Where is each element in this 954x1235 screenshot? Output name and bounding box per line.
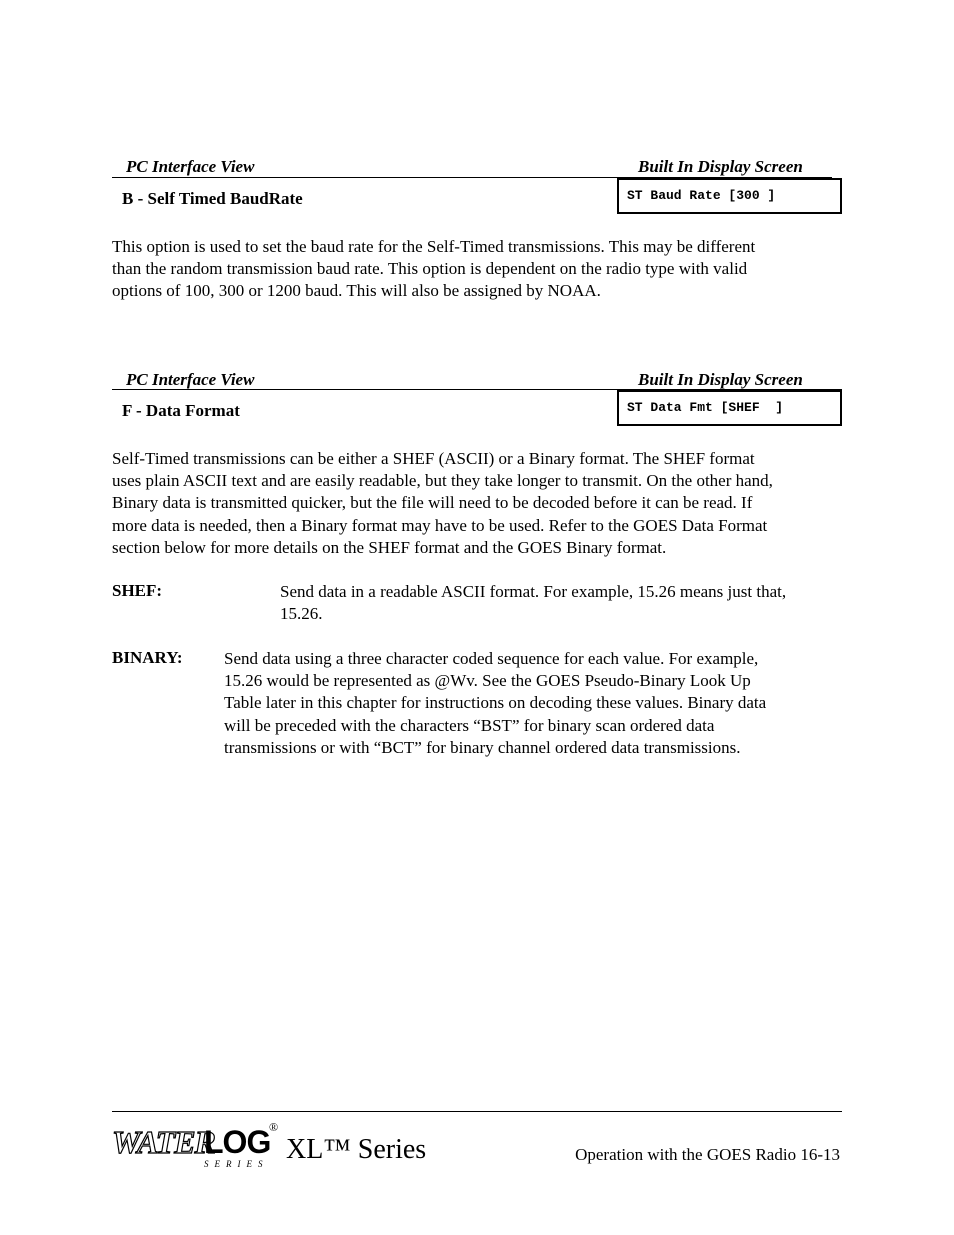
text-line: 15.26 would be represented as @Wv. See the GOES Pseudo-Binary Look Up [224,671,751,691]
display-screen-header-2: Built In Display Screen [638,370,803,389]
baudrate-description [112,236,852,303]
page-info: Operation with the GOES Radio 16-13 [575,1145,840,1164]
option-label-baudrate: B - Self Timed BaudRate [122,189,303,208]
text-line: section below for more details on the SHEF format and the GOES Binary format. [112,537,667,557]
text-line: Self-Timed transmissions can be either a SHEF (ASCII) or a Binary format. The SHEF format [112,449,755,468]
text-line: Send data in a readable ASCII format. For example, 15.26 means just that, [280,582,787,601]
pc-interface-header-1: PC Interface View [126,157,255,176]
pc-interface-header-2: PC Interface View [126,370,255,389]
term-shef: SHEF: [112,581,163,600]
registered-mark: ® [269,1120,279,1134]
lcd-display-baudrate: ST Baud Rate [300 ] [617,178,842,214]
text-line: more data is needed, then a Binary format may have to be used. Refer to the GOES Data Format [112,515,768,535]
term-binary: BINARY: [112,648,183,667]
text-line: This option is used to set the baud rate for the Self-Timed transmissions. This may be different [112,237,756,256]
lcd-display-data-format: ST Data Fmt [SHEF ] [617,390,842,426]
logo-log-text: LOG [204,1124,271,1160]
text-line: 15.26. [280,604,323,624]
definition-shef [280,581,850,625]
text-line: Binary data is transmitted quicker, but the file will need to be decoded before it can be read. If [112,493,753,513]
logo-water-text: WATER [112,1124,215,1160]
text-line: Send data using a three character coded sequence for each value. For example, [224,649,759,668]
text-line: than the random transmission baud rate. This option is dependent on the radio type with valid [112,259,748,279]
text-line: Table later in this chapter for instructions on decoding these values. Binary data [224,693,767,713]
product-name: XL™ Series [286,1134,427,1165]
option-label-data-format: F - Data Format [122,401,240,420]
footer-rule [112,1111,842,1112]
definition-binary [224,648,844,759]
waterlog-logo [112,1120,282,1172]
data-format-description [112,448,852,559]
text-line: will be preceded with the characters “BST” for binary scan ordered data [224,715,715,735]
text-line: uses plain ASCII text and are easily readable, but they take longer to transmit. On the other hand, [112,471,773,491]
display-screen-header-1: Built In Display Screen [638,157,803,176]
text-line: options of 100, 300 or 1200 baud. This will also be assigned by NOAA. [112,281,601,301]
logo-series-text: SERIES [204,1159,269,1169]
text-line: transmissions or with “BCT” for binary channel ordered data transmissions. [224,737,741,757]
